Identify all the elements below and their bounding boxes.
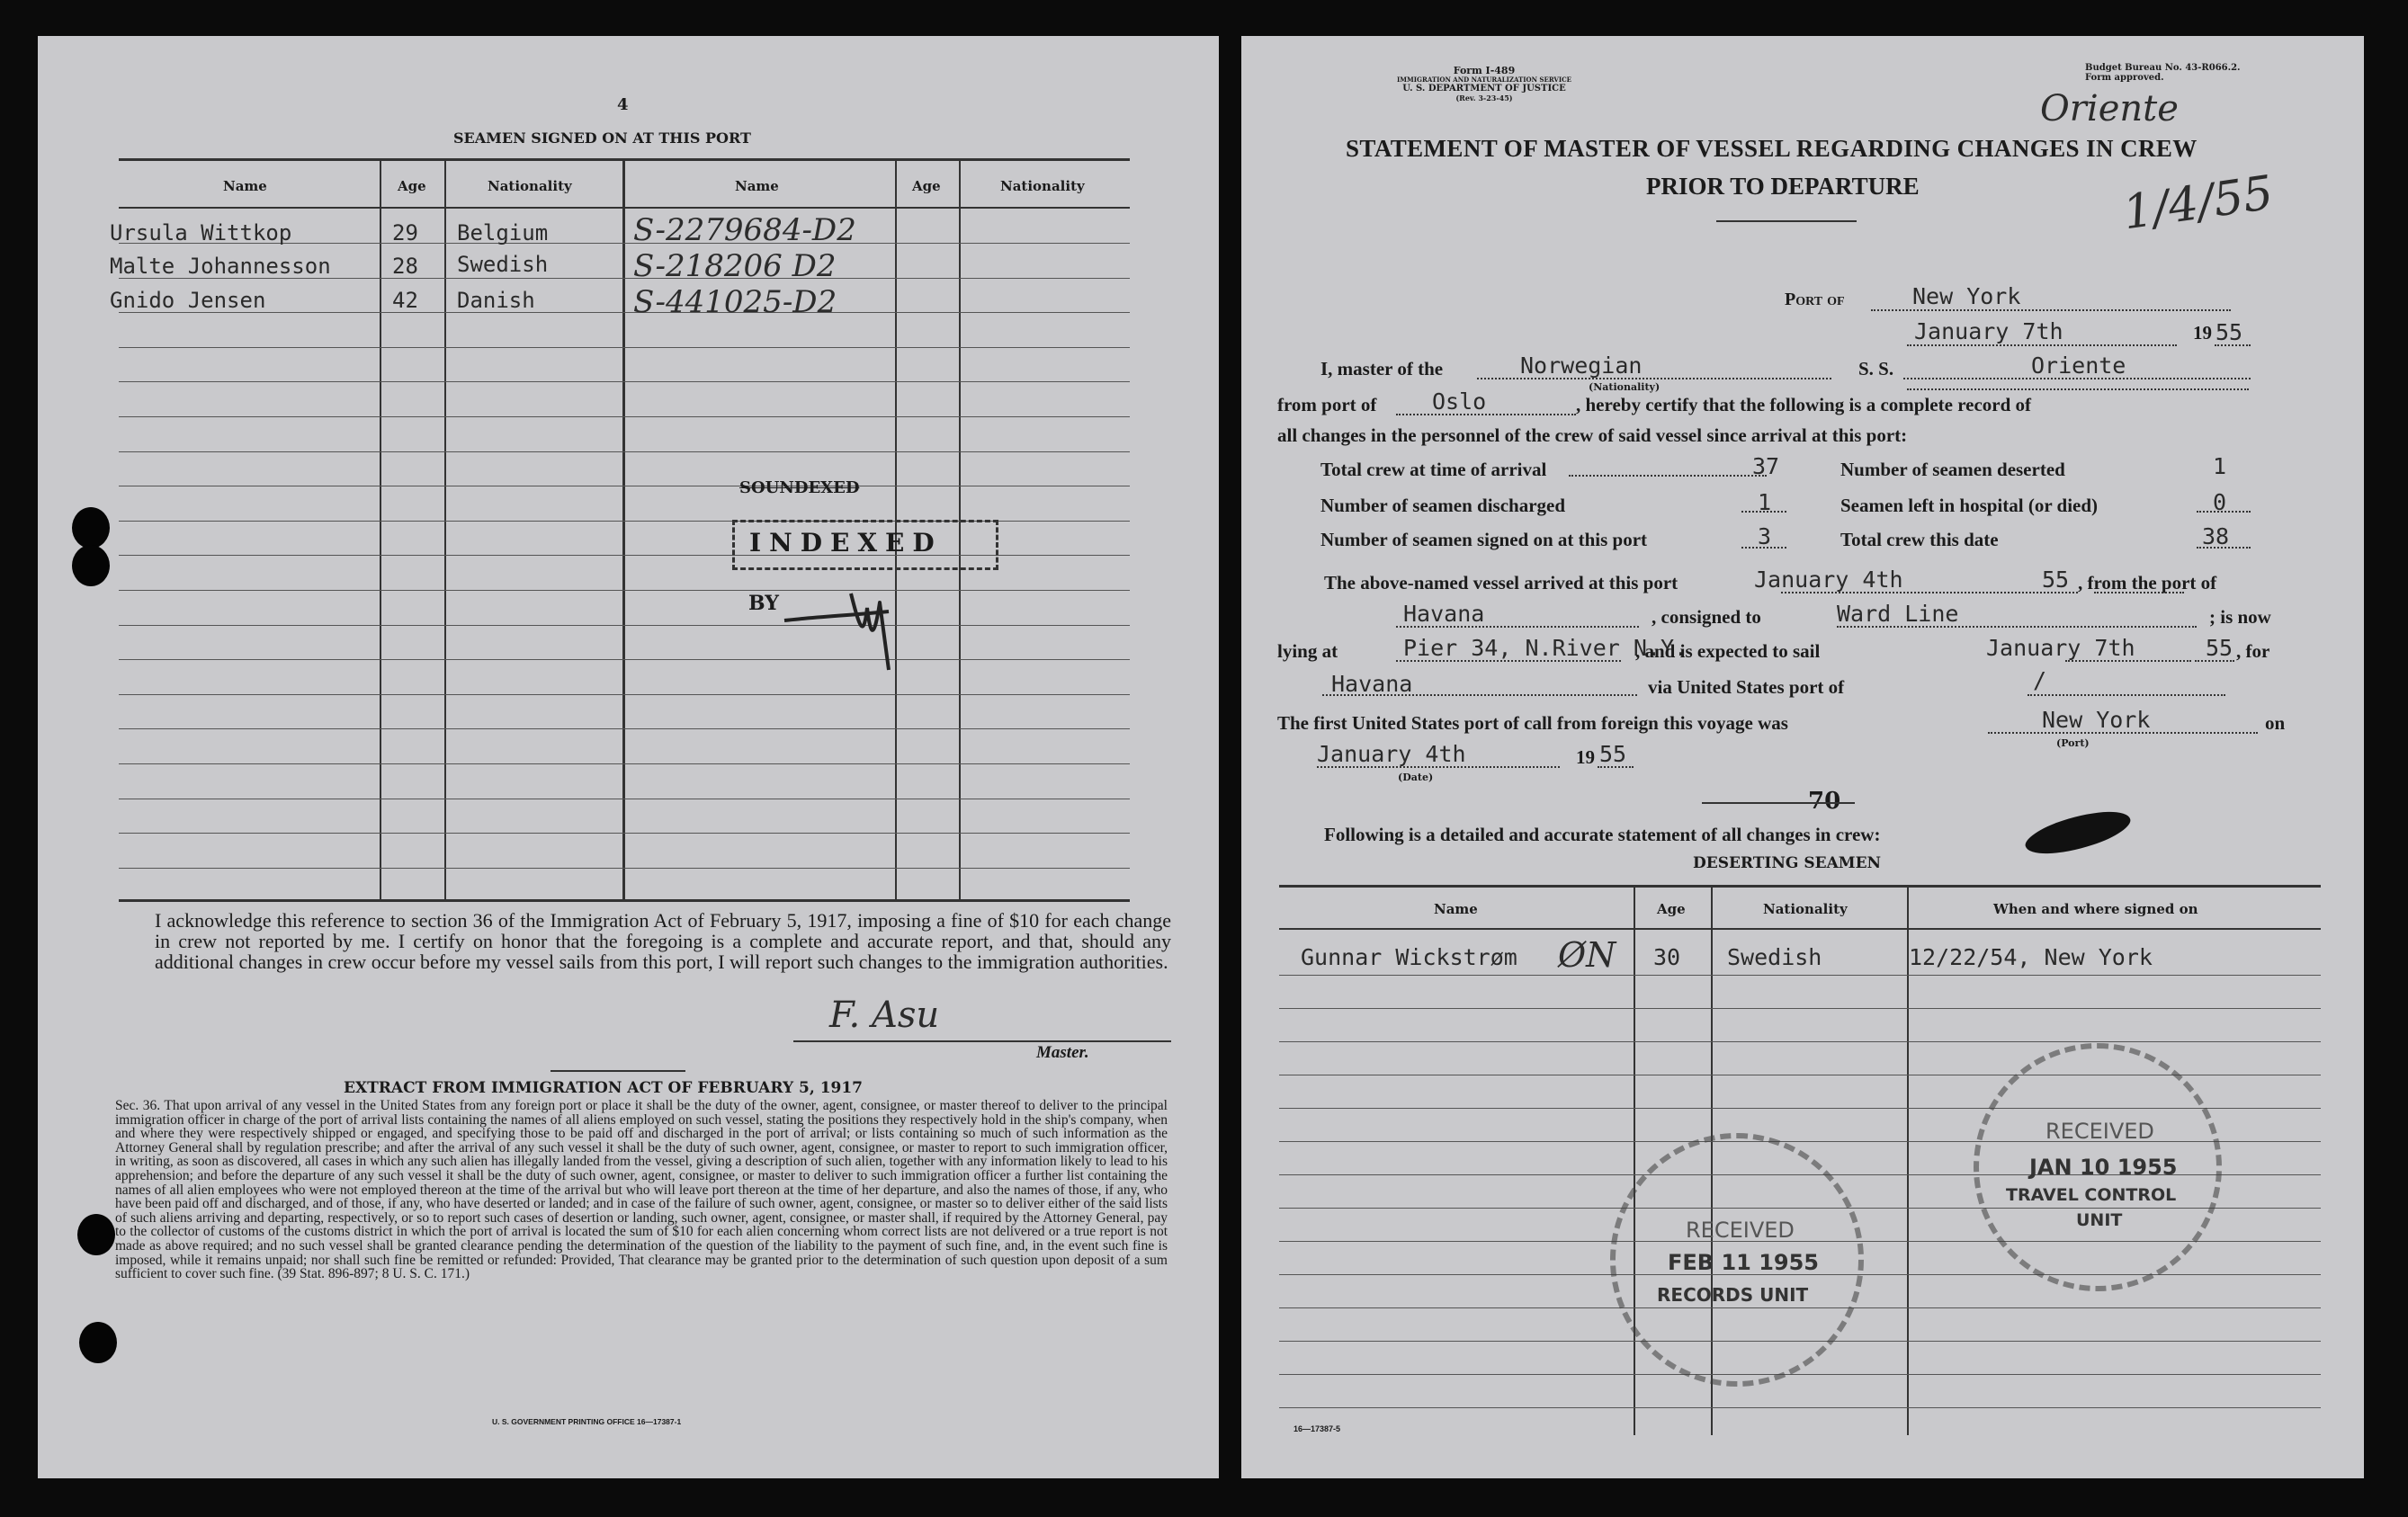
for-label: , for bbox=[2236, 640, 2270, 662]
total-crew-arrival: 37 bbox=[1752, 453, 1780, 479]
master-signature: F. Asu bbox=[829, 995, 940, 1036]
section-title: SEAMEN SIGNED ON AT THIS PORT bbox=[453, 129, 751, 147]
indexed-by-label: BY bbox=[748, 592, 779, 615]
date-value: January 7th bbox=[1914, 318, 2063, 344]
table-row-rule bbox=[1279, 975, 2321, 976]
divider bbox=[551, 1070, 685, 1072]
ship-value: Oriente bbox=[2031, 352, 2126, 379]
fill-line bbox=[2197, 547, 2251, 549]
fill-line bbox=[1837, 626, 2197, 628]
via-value: / bbox=[2033, 667, 2047, 693]
initials-signature bbox=[781, 576, 961, 674]
fill-line bbox=[2215, 344, 2251, 346]
lying-at: Pier 34, N.River N.Y. bbox=[1403, 635, 1688, 661]
lying-at-label: lying at bbox=[1277, 640, 1338, 662]
total-crew-arrival-label: Total crew at time of arrival bbox=[1320, 459, 1547, 480]
divider bbox=[1716, 220, 1857, 222]
table-row-name: Gunnar Wickstrøm bbox=[1301, 944, 1517, 970]
stamp-title: RECEIVED bbox=[1686, 1218, 1795, 1243]
stamp-unit-2: UNIT bbox=[2076, 1210, 2123, 1230]
stamp-unit: TRAVEL CONTROL bbox=[2006, 1185, 2177, 1205]
fill-line bbox=[1322, 694, 1637, 696]
form-number: Form I-489 bbox=[1453, 65, 1516, 76]
expected-label: , and is expected to sail bbox=[1635, 640, 1821, 662]
fill-line bbox=[1781, 592, 2078, 593]
handwritten-ship-name: Oriente bbox=[2040, 88, 2179, 129]
discharged: 1 bbox=[1758, 489, 1772, 515]
fill-line bbox=[2197, 511, 2251, 513]
first-year: 55 bbox=[1599, 741, 1627, 767]
punch-hole bbox=[79, 1322, 117, 1363]
fill-line bbox=[2065, 660, 2191, 662]
fill-line bbox=[2195, 660, 2234, 662]
fill-line bbox=[1598, 766, 1634, 768]
table-row-rule bbox=[119, 659, 1130, 660]
first-year-prefix: 19 bbox=[1576, 746, 1595, 768]
table-row-rule bbox=[119, 694, 1130, 695]
first-date: January 4th bbox=[1317, 741, 1466, 767]
col-header-name: Name bbox=[1434, 901, 1478, 917]
col-header-nationality: Nationality bbox=[1763, 901, 1848, 917]
signed-on-label: Number of seamen signed on at this port bbox=[1320, 529, 1648, 550]
sail-year: 55 bbox=[2206, 635, 2233, 661]
fill-line bbox=[1317, 766, 1560, 768]
fill-line bbox=[1988, 732, 2258, 734]
table-row-age: 42 bbox=[392, 288, 418, 313]
handwritten-annotation: S-441025-D2 bbox=[633, 284, 837, 320]
nationality-caption: (Nationality) bbox=[1589, 381, 1661, 393]
table-row-rule bbox=[119, 833, 1130, 834]
form-revision: (Rev. 3-23-45) bbox=[1455, 94, 1513, 103]
col-header-age: Age bbox=[398, 178, 426, 194]
arrived-label: The above-named vessel arrived at this port bbox=[1324, 572, 1678, 593]
col-header-nationality-2: Nationality bbox=[1000, 178, 1085, 194]
total-crew-date: 38 bbox=[2202, 523, 2230, 549]
table-row-rule bbox=[119, 590, 1130, 591]
budget-number: Budget Bureau No. 43-R066.2. bbox=[2085, 63, 2241, 73]
stamp-title: RECEIVED bbox=[2045, 1119, 2154, 1144]
ss-label: S. S. bbox=[1858, 358, 1894, 379]
extract-text: Sec. 36. That upon arrival of any vessel in the United States from any foreign port or place it shall be the duty of the owner, agent, consignee, or master thereof to deliver to the principal immigration officer in charge of the port of arrival lists containing the names of all aliens employed on such vessel, stating the positions they respectively hold in the ship's company, when and where they were respectively shipped or engaged, and specifying those to be paid off and discharged in the port of arrival; or lists containing so much of such information as the Attorney General shall by regulation prescribe; and after the arrival of any such vessel it shall be the duty of such owner, agent, consignee, or master to report to such immigration officer, in writing, as soon as discovered, all cases in which any such alien has illegally landed from the vessel, giving a description of such alien, together with any information likely to lead to his apprehension; and before the departure of any such vessel it shall be the duty of such owner, agent, consignee, or master to deliver to such immigration officer a further list containing the names of all alien employees who were not employed thereon at the time of the arrival but who will leave port thereon at the time of her departure, and also the names of those, if any, who have been paid off and discharged, and of those, if any, who have deserted or landed; and in case of the failure of such owner, agent, consignee, or master so to deliver either of the said lists of such aliens arriving and departing, respectively, or so to report such cases of desertion or landing, such owner, agent, consignee, or master shall, if required by the Attorney General, pay to the collector of customs of the customs district in which the port of arrival is located the sum of $10 for each alien concerning whom correct lists are not delivered or a true report is not made as above required; and no such vessel shall be granted clearance pending the determination of the question of the liability to the payment of such fine, and, in the event such fine is imposed, while it remains unpaid; nor shall such fine be remitted or refunded: Provided, That clearance may be granted prior to the determination of such question upon deposit of a sum sufficient to cover such fine. (39 Stat. 896-897; 8 U. S. C. 171.) bbox=[115, 1098, 1168, 1282]
indexed-stamp-box bbox=[732, 520, 998, 570]
deserted: 1 bbox=[2213, 453, 2227, 479]
printing-office: U. S. GOVERNMENT PRINTING OFFICE 16—17387-1 bbox=[492, 1417, 682, 1426]
year-prefix: 19 bbox=[2193, 322, 2212, 344]
fill-line bbox=[2094, 592, 2184, 593]
deserting-top-rule bbox=[1279, 885, 2321, 888]
form-agency: IMMIGRATION AND NATURALIZATION SERVICE bbox=[1397, 76, 1571, 84]
right-page bbox=[1241, 36, 2364, 1478]
form-header bbox=[1331, 67, 1637, 103]
form-title: STATEMENT OF MASTER OF VESSEL REGARDING CHANGES IN CREW bbox=[1346, 135, 2198, 162]
signed-on: 3 bbox=[1758, 523, 1772, 549]
date-caption: (Date) bbox=[1398, 772, 1434, 783]
punch-hole bbox=[77, 1214, 115, 1255]
table-row-nationality: Swedish bbox=[457, 252, 549, 277]
discharged-label: Number of seamen discharged bbox=[1320, 495, 1566, 516]
stamp-number: 70 bbox=[1808, 788, 1841, 815]
fill-line bbox=[1396, 660, 1621, 662]
table-row-signed-on: 12/22/54, New York bbox=[1909, 944, 2153, 970]
table-row-rule bbox=[119, 625, 1130, 626]
first-port-label: The first United States port of call from foreign this voyage was bbox=[1277, 712, 1788, 734]
indexed-stamp: INDEXED bbox=[749, 528, 943, 558]
soundexed-stamp: SOUNDEXED bbox=[739, 478, 860, 497]
col-header-signed-on: When and where signed on bbox=[1993, 901, 2198, 917]
col-header-name: Name bbox=[223, 178, 267, 194]
hospital-label: Seamen left in hospital (or died) bbox=[1840, 495, 2099, 516]
hospital: 0 bbox=[2213, 489, 2227, 515]
from-the-port-label: , from the port of bbox=[2078, 572, 2217, 593]
is-now-label: ; is now bbox=[2209, 606, 2271, 628]
table-row-nationality: Swedish bbox=[1727, 944, 1822, 970]
changes-text: all changes in the personnel of the crew of said vessel since arrival at this port: bbox=[1277, 424, 1908, 446]
table-row-rule bbox=[119, 416, 1130, 417]
fill-line bbox=[1741, 511, 1786, 513]
port-value: New York bbox=[1912, 283, 2021, 309]
table-row-nationality: Danish bbox=[457, 288, 535, 313]
handwritten-date: 1/4/55 bbox=[2119, 165, 2277, 241]
budget-bureau bbox=[2085, 63, 2241, 83]
table-row-rule bbox=[1279, 1041, 2321, 1042]
col-divider bbox=[380, 160, 381, 899]
col-header-nationality: Nationality bbox=[488, 178, 572, 194]
col-header-age-2: Age bbox=[912, 178, 941, 194]
nationality-value: Norwegian bbox=[1520, 352, 1643, 379]
punch-hole bbox=[72, 545, 110, 586]
stamp-date: FEB 11 1955 bbox=[1668, 1250, 1819, 1275]
form-department: U. S. DEPARTMENT OF JUSTICE bbox=[1402, 84, 1566, 94]
table-row-rule bbox=[1279, 1407, 2321, 1408]
signature-line bbox=[793, 1040, 1171, 1042]
table-row-rule bbox=[119, 868, 1130, 869]
form-subtitle: PRIOR TO DEPARTURE bbox=[1646, 173, 1920, 200]
deserted-label: Number of seamen deserted bbox=[1840, 459, 2065, 480]
stamp-date: JAN 10 1955 bbox=[2029, 1155, 2178, 1180]
left-page bbox=[38, 36, 1219, 1478]
table-row-nationality: Belgium bbox=[457, 220, 549, 245]
sail-date: January 7th bbox=[1986, 635, 2135, 661]
ink-blot bbox=[2021, 800, 2134, 864]
printing-code: 16—17387-5 bbox=[1294, 1424, 1341, 1433]
deserting-header-rule bbox=[1279, 928, 2321, 930]
from-port-value: Oslo bbox=[1432, 388, 1487, 415]
table-row-name: Gnido Jensen bbox=[110, 288, 266, 313]
table-row-age: 28 bbox=[392, 254, 418, 279]
handwritten-annotation: S-2279684-D2 bbox=[633, 212, 856, 248]
col-header-age: Age bbox=[1657, 901, 1686, 917]
arrived-year: 55 bbox=[2042, 567, 2070, 593]
col-header-name-2: Name bbox=[735, 178, 779, 194]
col-divider bbox=[444, 160, 446, 899]
via-label: via United States port of bbox=[1648, 676, 1845, 698]
form-approved: Form approved. bbox=[2085, 73, 2164, 83]
extract-title: EXTRACT FROM IMMIGRATION ACT OF FEBRUARY 5, 1917 bbox=[344, 1079, 864, 1097]
fill-line bbox=[2028, 694, 2225, 696]
year-value: 55 bbox=[2216, 319, 2243, 345]
leader-dots bbox=[1569, 475, 1767, 477]
handwritten-mark: ØN bbox=[1558, 935, 1616, 975]
table-row-rule bbox=[119, 312, 1130, 313]
destination: Havana bbox=[1331, 671, 1413, 697]
handwritten-annotation: S-218206 D2 bbox=[633, 248, 837, 284]
table-row-age: 30 bbox=[1653, 944, 1681, 970]
stamp-unit: RECORDS UNIT bbox=[1657, 1284, 1809, 1306]
page-number: 4 bbox=[617, 95, 629, 114]
consigned-label: , consigned to bbox=[1652, 606, 1761, 628]
col-divider-center bbox=[622, 160, 625, 899]
table-row-rule bbox=[119, 728, 1130, 729]
arrived-date: January 4th bbox=[1754, 567, 1903, 593]
fill-line bbox=[1396, 626, 1639, 628]
table-bottom-rule bbox=[119, 899, 1130, 902]
certify-text: , hereby certify that the following is a complete record of bbox=[1576, 394, 2032, 415]
consignee: Ward Line bbox=[1837, 601, 1959, 627]
following-text: Following is a detailed and accurate statement of all changes in crew: bbox=[1324, 824, 1881, 845]
on-label: on bbox=[2265, 712, 2286, 734]
divider bbox=[1702, 802, 1855, 804]
table-row-rule bbox=[119, 381, 1130, 382]
received-stamp-travel-control bbox=[1974, 1043, 2222, 1291]
from-port-label: from port of bbox=[1277, 394, 1377, 415]
first-port: New York bbox=[2042, 707, 2151, 733]
fill-line bbox=[1907, 388, 2249, 390]
fill-line bbox=[1907, 344, 2177, 346]
port-caption: (Port) bbox=[2056, 737, 2090, 749]
port-label: Port of bbox=[1785, 290, 1845, 309]
table-row-rule bbox=[119, 347, 1130, 348]
received-stamp-records bbox=[1610, 1133, 1864, 1387]
table-row-rule bbox=[119, 451, 1130, 452]
table-row-rule bbox=[1279, 1008, 2321, 1009]
from-port2: Havana bbox=[1403, 601, 1485, 627]
punch-hole bbox=[72, 507, 110, 549]
fill-line bbox=[1741, 547, 1786, 549]
col-divider bbox=[1634, 887, 1635, 1435]
table-row-name: Malte Johannesson bbox=[110, 254, 331, 279]
master-label: Master. bbox=[1036, 1043, 1089, 1062]
fill-line bbox=[1871, 309, 2231, 311]
table-row-name: Ursula Wittkop bbox=[110, 220, 292, 245]
master-of-label: I, master of the bbox=[1320, 358, 1444, 379]
acknowledgement-text: I acknowledge this reference to section 36 of the Immigration Act of February 5, 1917, imposing a fine of $10 for each change in crew not reported by me. I certify on honor that the foregoing is a complete and accurate report, and that, should any additional changes in crew occur before my vessel sails from this port, I will report such changes to the immigration authorities. bbox=[155, 909, 1171, 973]
total-crew-date-label: Total crew this date bbox=[1840, 529, 1999, 550]
table-row-age: 29 bbox=[392, 220, 418, 245]
table-row-rule bbox=[1279, 1374, 2321, 1375]
table-row-rule bbox=[119, 763, 1130, 764]
deserting-title: DESERTING SEAMEN bbox=[1693, 854, 1882, 872]
